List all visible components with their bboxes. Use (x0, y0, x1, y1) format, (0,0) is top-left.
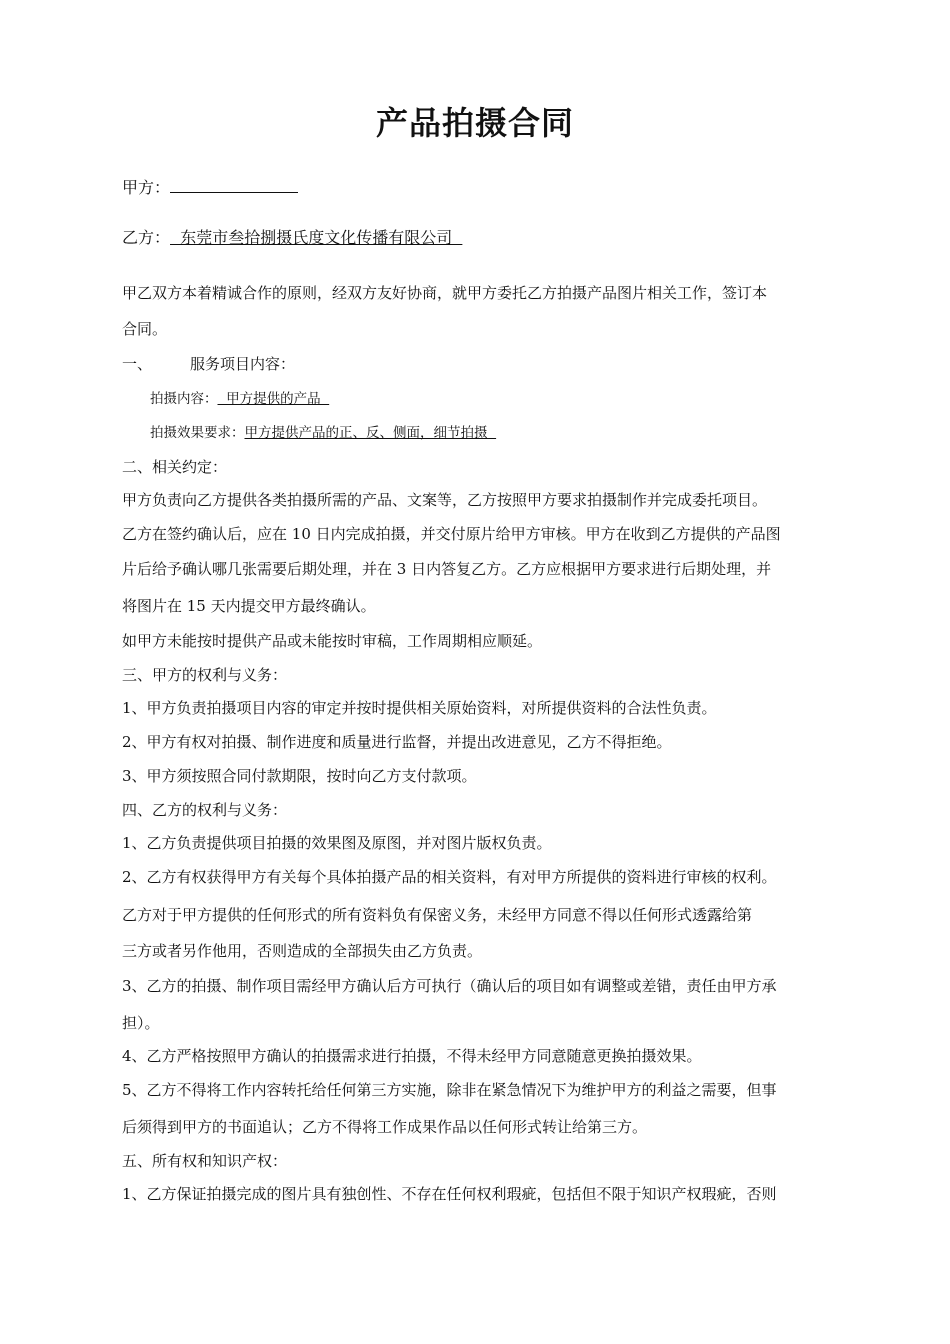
shooting-effect-value: 甲方提供产品的正、反、侧面，细节拍摄 (244, 425, 497, 441)
shooting-content-label: 拍摄内容： (150, 391, 218, 407)
intro-line: 甲乙双方本着精诚合作的原则，经双方友好协商，就甲方委托乙方拍摄产品图片相关工作，签订本 (122, 284, 768, 302)
section-1-title: 服务项目内容： (190, 355, 296, 373)
section-4-line: 3、乙方的拍摄、制作项目需经甲方确认后方可执行（确认后的项目如有调整或差错，责任由甲方承 (122, 977, 777, 995)
party-a-line (122, 175, 298, 198)
contract-title: 产品拍摄合同 (375, 104, 574, 142)
party-b-value: 东莞市叁拾捌摄氏度文化传播有限公司 (170, 228, 463, 247)
section-2-line: 乙方在签约确认后，应在 10 日内完成拍摄，并交付原片给甲方审核。甲方在收到乙方提供的产品图 (122, 525, 781, 543)
section-4-line: 4、乙方严格按照甲方确认的拍摄需求进行拍摄，不得未经甲方同意随意更换拍摄效果。 (122, 1047, 702, 1065)
section-4-line: 1、乙方负责提供项目拍摄的效果图及原图，并对图片版权负责。 (122, 834, 552, 852)
section-2-line: 片后给予确认哪几张需要后期处理，并在 3 日内答复乙方。乙方应根据甲方要求进行后期处理，并 (122, 560, 772, 578)
party-b-label: 乙方： (122, 228, 171, 247)
party-b-line (122, 225, 462, 248)
section-1-heading (122, 353, 295, 374)
section-4-line: 三方或者另作他用，否则造成的全部损失由乙方负责。 (122, 942, 483, 960)
shooting-effect-label: 拍摄效果要求： (150, 425, 245, 441)
section-5-heading: 五、所有权和知识产权： (122, 1152, 288, 1170)
section-4-heading: 四、乙方的权利与义务： (122, 801, 288, 819)
section-2-line: 如甲方未能按时提供产品或未能按时审稿，工作周期相应顺延。 (122, 632, 543, 650)
shooting-effect-line (150, 421, 496, 441)
section-3-line: 2、甲方有权对拍摄、制作进度和质量进行监督，并提出改进意见，乙方不得拒绝。 (122, 733, 672, 751)
shooting-content-line (150, 387, 329, 407)
section-4-line: 担）。 (122, 1014, 160, 1032)
section-5-line: 1、乙方保证拍摄完成的图片具有独创性、不存在任何权利瑕疵，包括但不限于知识产权瑕疵，否则 (122, 1185, 777, 1203)
section-4-line: 5、乙方不得将工作内容转托给任何第三方实施，除非在紧急情况下为维护甲方的利益之需要，但事 (122, 1081, 777, 1099)
section-3-line: 1、甲方负责拍摄项目内容的审定并按时提供相关原始资料，对所提供资料的合法性负责。 (122, 699, 717, 717)
section-2-line: 将图片在 15 天内提交甲方最终确认。 (122, 597, 376, 615)
section-4-line: 后须得到甲方的书面追认；乙方不得将工作成果作品以任何形式转让给第三方。 (122, 1118, 648, 1136)
section-3-line: 3、甲方须按照合同付款期限，按时向乙方支付款项。 (122, 767, 477, 785)
section-3-heading: 三、甲方的权利与义务： (122, 666, 288, 684)
party-a-label: 甲方： (122, 178, 171, 197)
section-4-line: 乙方对于甲方提供的任何形式的所有资料负有保密义务，未经甲方同意不得以任何形式透露给第 (122, 906, 753, 924)
shooting-content-value: 甲方提供的产品 (217, 391, 330, 407)
intro-line: 合同。 (122, 320, 168, 338)
party-a-blank (170, 177, 298, 193)
section-2-line: 甲方负责向乙方提供各类拍摄所需的产品、文案等，乙方按照甲方要求拍摄制作并完成委托项目。 (122, 491, 768, 509)
section-2-heading: 二、相关约定： (122, 458, 228, 476)
section-4-line: 2、乙方有权获得甲方有关每个具体拍摄产品的相关资料，有对甲方所提供的资料进行审核的权利。 (122, 868, 777, 886)
section-1-number: 一、 (122, 355, 153, 373)
